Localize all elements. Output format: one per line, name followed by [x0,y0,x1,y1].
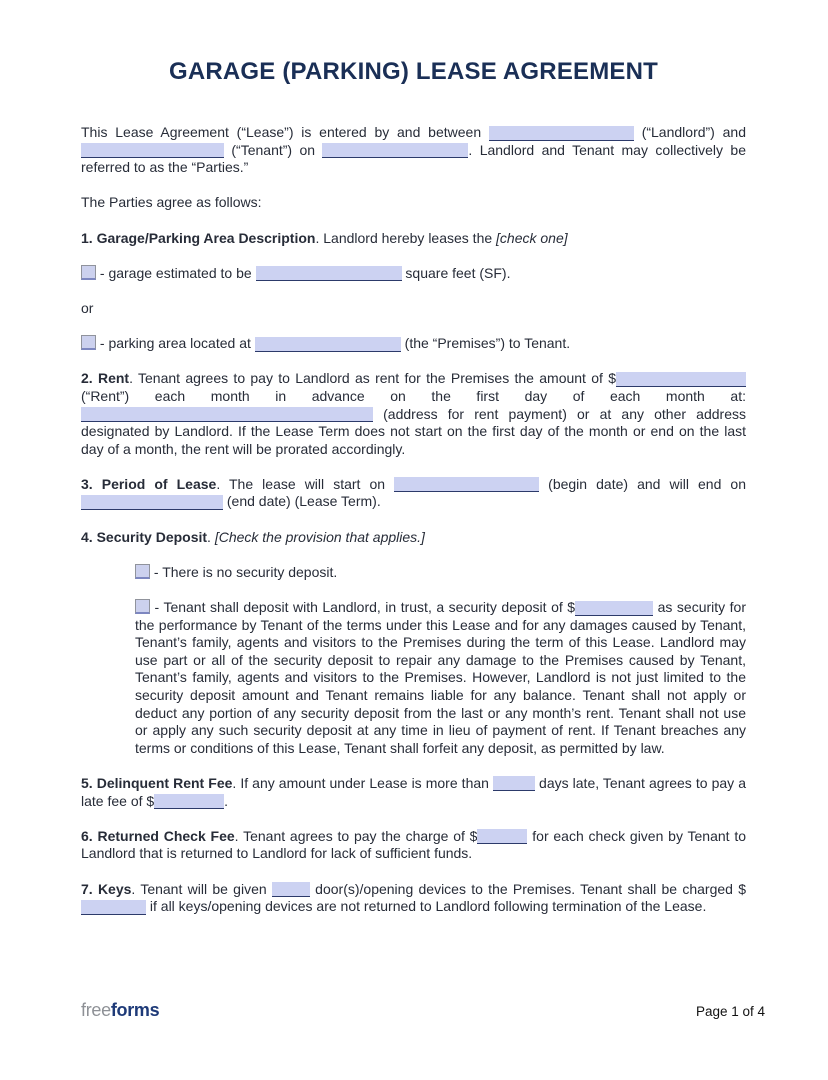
section-6-returned-check [81,828,746,863]
square-feet-field[interactable] [256,266,402,281]
payment-address-field[interactable] [81,407,373,422]
delinquent-text-2: days late, Tenant agrees to pay a late fee of $ [81,774,746,809]
parking-option-text-1: - parking area located at [96,335,255,352]
garage-option-row [81,265,746,283]
check-fee-field[interactable] [477,829,527,844]
parties-agree-line: The Parties agree as follows: [81,194,262,211]
section-2-title: 2. Rent [81,370,130,387]
section-5-title: 5. Delinquent Rent Fee [81,774,233,791]
section-1-text: . Landlord hereby leases the [315,229,497,246]
check-fee-text-2: for each check given by Tenant to Landlord that is returned to Landlord for lack of sufficient funds. [81,827,747,862]
page-footer [81,999,765,1021]
deposit-text-1: - Tenant shall deposit with Landlord, in trust, a security deposit of $ [150,599,576,616]
intro-text-4: . Landlord and Tenant may collectively be referred to as the “Parties.” [81,141,746,176]
agreement-date-field[interactable] [322,143,468,158]
section-1-title: 1. Garage/Parking Area Description [81,229,316,246]
or-line: or [81,299,94,316]
document-body [81,0,746,916]
end-date-field[interactable] [81,495,223,510]
garage-option-text-2: square feet (SF). [401,264,511,281]
document-title: GARAGE (PARKING) LEASE AGREEMENT [168,58,659,85]
rent-text-2: (“Rent”) each month in advance on the first day of each month at: [81,387,746,404]
period-text-3: (end date) (Lease Term). [223,493,381,510]
section-7-title: 7. Keys [81,880,132,897]
deposit-option-paragraph [135,599,746,757]
deposit-checkbox[interactable] [135,599,150,614]
section-3-title: 3. Period of Lease [81,475,217,492]
key-charge-field[interactable] [81,900,146,915]
rent-text-3: (address for rent payment) or at any other address designated by Landlord. If the Lease Term does not start on the first day of the month or end on the last day of a month, the rent will be prorated accordingly. [81,405,746,457]
days-late-field[interactable] [493,776,535,791]
deposit-amount-field[interactable] [575,601,653,616]
parking-address-field[interactable] [255,337,401,352]
section-1-heading [81,230,746,248]
no-deposit-text: - There is no security deposit. [150,563,338,580]
check-fee-text-1: . Tenant agrees to pay the charge of $ [234,827,478,844]
section-4-title: 4. Security Deposit [81,528,208,545]
late-fee-field[interactable] [154,794,224,809]
rent-text-1: . Tenant agrees to pay to Landlord as rent for the Premises the amount of $ [129,370,616,387]
section-4-dot: . [207,528,215,545]
intro-paragraph [81,124,746,177]
period-text-1: . The lease will start on [216,475,395,492]
keys-count-field[interactable] [272,882,310,897]
no-deposit-option-row [135,564,746,582]
begin-date-field[interactable] [394,477,539,492]
section-4-heading [81,529,746,547]
delinquent-text-3: . [224,792,229,809]
keys-text-2: door(s)/opening devices to the Premises. Tenant shall be charged $ [309,880,746,897]
page-number: Page 1 of 4 [695,1004,765,1019]
deposit-text-2: as security for the performance by Tenant of the terms under this Lease and for any damages caused by Tenant, Tenant’s family, agents and visitors to the Premises during the term of this Lease. Landlord may use part or all of the security deposit to repair any damage to the Premises caused by Tenant, Tenant’s family, agents and visitors to the Premises. However, Landlord is not just limited to the security deposit amount and Tenant remains liable for any balance. Tenant shall not apply or deduct any portion of any security deposit from the last or any month’s rent. Tenant shall not use or apply any such security deposit at any time in lieu of payment of rent. If Tenant breaches any terms or conditions of this Lease, Tenant shall forfeit any deposit, as permitted by law. [135,599,746,756]
keys-text-3: if all keys/opening devices are not returned to Landlord following termination of the Lease. [146,898,707,915]
period-text-2: (begin date) and will end on [539,475,746,492]
intro-text-1: This Lease Agreement (“Lease”) is entered by and between [81,124,489,140]
parking-option-checkbox[interactable] [81,335,96,350]
section-6-title: 6. Returned Check Fee [81,827,235,844]
intro-text-2: (“Landlord”) and [633,124,746,140]
logo-free-part: free [81,1000,111,1020]
parking-option-text-2: (the “Premises”) to Tenant. [400,335,571,352]
section-3-period [81,476,746,511]
section-7-keys [81,881,746,916]
garage-option-checkbox[interactable] [81,265,96,280]
delinquent-text-1: . If any amount under Lease is more than [232,774,493,791]
intro-text-3: (“Tenant”) on [224,141,323,158]
section-5-delinquent [81,775,746,810]
garage-option-text-1: - garage estimated to be [96,264,256,281]
section-2-rent [81,370,746,458]
provision-note: [Check the provision that applies.] [214,528,425,545]
rent-amount-field[interactable] [616,372,746,387]
no-deposit-checkbox[interactable] [135,564,150,579]
logo-forms-part: forms [110,1000,160,1020]
freeforms-logo[interactable] [81,999,159,1021]
keys-text-1: . Tenant will be given [131,880,272,897]
landlord-name-field[interactable] [489,126,634,141]
tenant-name-field[interactable] [81,143,224,158]
check-one-note: [check one] [496,229,568,246]
parking-option-row [81,335,746,353]
